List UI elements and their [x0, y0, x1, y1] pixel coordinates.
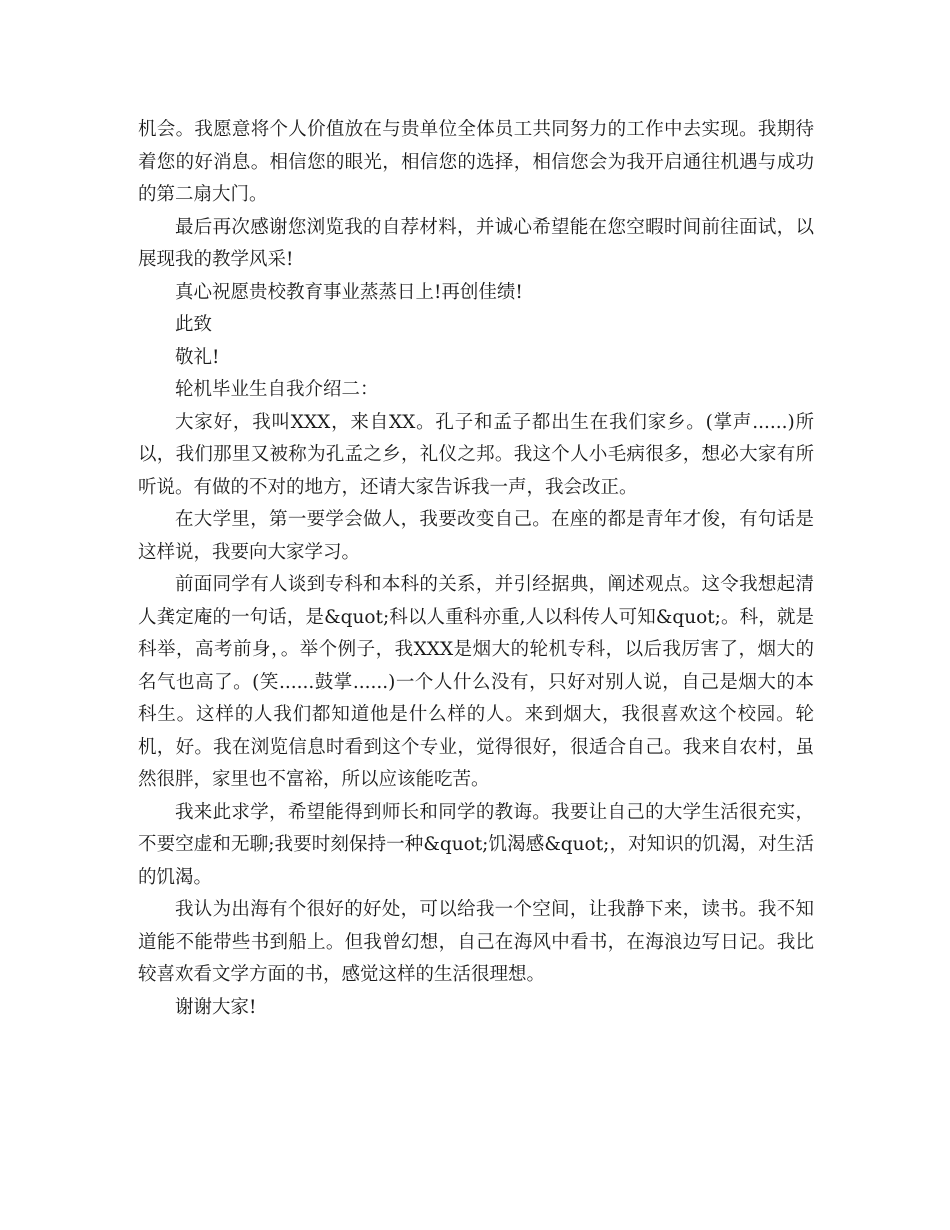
paragraph-sea-reading: 我认为出海有个很好的好处，可以给我一个空间，让我静下来，读书。我不知道能不能带些书到船上。但我曾幻想，自己在海风中看书，在海浪边写日记。我比较喜欢看文学方面的书，感觉这样的生活很理想。 — [138, 899, 814, 985]
paragraph-regards: 敬礼! — [175, 346, 220, 368]
document-body — [138, 114, 814, 1024]
paragraph-introduction: 大家好，我叫XXX，来自XX。孔子和孟子都出生在我们家乡。(掌声......)所以，我们那里又被称为孔孟之乡，礼仪之邦。我这个人小毛病很多，想必大家有所听说。有做的不对的地方，还请大家告诉我一声，我会改正。 — [138, 411, 814, 498]
section-heading: 轮机毕业生自我介绍二： — [175, 379, 379, 400]
paragraph-thanks: 谢谢大家! — [175, 996, 257, 1018]
paragraph-wishes: 真心祝愿贵校教育事业蒸蒸日上!再创佳绩! — [175, 281, 523, 303]
paragraph-salutation: 此致 — [175, 314, 213, 335]
paragraph-study-goals: 我来此求学，希望能得到师长和同学的教诲。我要让自己的大学生活很充实，不要空虚和无聊;我要时刻保持一种&quot;饥渴感&quot;，对知识的饥渴，对生活的饥渴。 — [138, 801, 814, 888]
paragraph-closing-thanks: 最后再次感谢您浏览我的自荐材料，并诚心希望能在您空暇时间前往面试，以展现我的教学风采! — [138, 216, 814, 270]
paragraph-specialty: 前面同学有人谈到专科和本科的关系，并引经据典，阐述观点。这令我想起清人龚定庵的一句话，是&quot;科以人重科亦重,人以科传人可知&quot;。科，就是科举，高考前身，。举个例子，我XXX是烟大的轮机专科，以后我厉害了，烟大的名气也高了。(笑......鼓掌......)一个人什么没有，只好对别人说，自己是烟大的本科生。这样的人我们都知道他是什么样的人。来到烟大，我很喜欢这个校园。轮机，好。我在浏览信息时看到这个专业，觉得很好，很适合自己。我来自农村，虽然很胖，家里也不富裕，所以应该能吃苦。 — [138, 574, 814, 790]
paragraph-university: 在大学里，第一要学会做人，我要改变自己。在座的都是青年才俊，有句话是这样说，我要向大家学习。 — [138, 509, 814, 563]
paragraph-continuation: 机会。我愿意将个人价值放在与贵单位全体员工共同努力的工作中去实现。我期待着您的好消息。相信您的眼光，相信您的选择，相信您会为我开启通往机遇与成功的第二扇大门。 — [138, 119, 814, 205]
